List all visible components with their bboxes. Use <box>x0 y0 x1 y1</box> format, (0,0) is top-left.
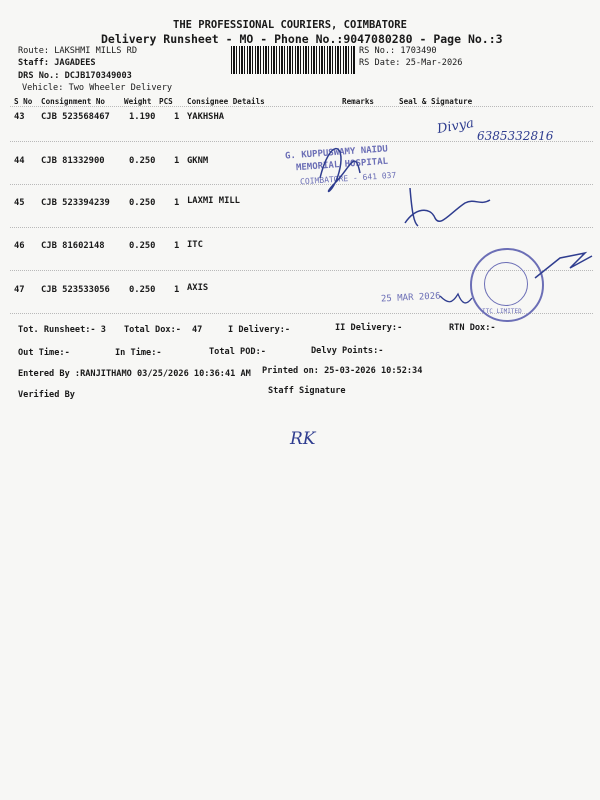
col-seal-signature: Seal & Signature <box>399 97 473 106</box>
row-pcs: 1 <box>174 241 180 251</box>
col-remarks: Remarks <box>342 97 375 106</box>
row-consignee: AXIS <box>187 283 209 293</box>
rtn-dox: RTN Dox:- <box>449 323 496 333</box>
delvy-points: Delvy Points:- <box>311 346 384 356</box>
row-weight: 0.250 <box>129 198 156 208</box>
row-sno: 45 <box>14 198 25 208</box>
row-pcs: 1 <box>174 156 180 166</box>
header-divider <box>10 106 593 107</box>
col-consignment: Consignment No <box>41 97 106 106</box>
col-sno: S No <box>14 97 33 106</box>
date-stamp: 25 MAR 2026 <box>380 291 441 305</box>
ii-delivery: II Delivery:- <box>335 323 403 333</box>
row-consignment: CJB 523533056 <box>41 285 110 295</box>
row-consignment: CJB 523568467 <box>41 112 110 122</box>
row-consignee: GKNM <box>187 156 209 166</box>
itc-stamp-text: ITC LIMITED <box>482 308 522 315</box>
row-sno: 43 <box>14 112 25 122</box>
staff: Staff: JAGADEES <box>18 58 96 68</box>
row-pcs: 1 <box>174 198 180 208</box>
col-consignee: Consignee Details <box>187 97 265 106</box>
hospital-stamp-name: G. KUPPUSWAMY NAIDU <box>284 144 389 162</box>
out-time: Out Time:- <box>18 348 70 358</box>
entered-by: Entered By :RANJITHAMO 03/25/2026 10:36:41 AM <box>18 369 251 379</box>
tot-runsheet: Tot. Runsheet:- 3 <box>18 325 106 335</box>
row-consignee: LAXMI MILL <box>187 196 240 206</box>
in-time: In Time:- <box>115 348 162 358</box>
row-weight: 0.250 <box>129 156 156 166</box>
drs-number: DRS No.: DCJB170349003 <box>18 71 132 81</box>
total-pod: Total POD:- <box>209 347 266 357</box>
company-title: THE PROFESSIONAL COURIERS, COIMBATORE <box>173 19 407 31</box>
row-consignment: CJB 81602148 <box>41 241 105 251</box>
i-delivery: I Delivery:- <box>228 325 291 335</box>
row-pcs: 1 <box>174 285 180 295</box>
barcode <box>231 46 356 74</box>
vehicle: Vehicle: Two Wheeler Delivery <box>22 83 173 93</box>
total-dox-label: Total Dox:- <box>124 325 181 335</box>
route: Route: LAKSHMI MILLS RD <box>18 46 137 56</box>
handwritten-initials: RK <box>290 429 316 449</box>
row-consignment: CJB 523394239 <box>41 198 110 208</box>
handwritten-phone: 6385332816 <box>477 129 554 143</box>
row-consignee: YAKHSHA <box>187 112 225 122</box>
row-consignment: CJB 81332900 <box>41 156 105 166</box>
runsheet-subtitle: Delivery Runsheet - MO - Phone No.:9047080280 - Page No.:3 <box>101 32 503 46</box>
row-weight: 1.190 <box>129 112 156 122</box>
row-sno: 44 <box>14 156 25 166</box>
col-weight: Weight <box>124 97 152 106</box>
row-weight: 0.250 <box>129 285 156 295</box>
col-pcs: PCS <box>159 97 173 106</box>
rs-date: RS Date: 25-Mar-2026 <box>359 58 463 68</box>
total-dox-value: 47 <box>192 325 203 335</box>
verified-by: Verified By <box>18 390 75 400</box>
printed-on: Printed on: 25-03-2026 10:52:34 <box>262 366 423 376</box>
hospital-stamp-pin: COIMBATORE - 641 037 <box>299 170 397 187</box>
row-sno: 47 <box>14 285 25 295</box>
row-weight: 0.250 <box>129 241 156 251</box>
signature-scribbles <box>300 128 600 318</box>
rs-number: RS No.: 1703490 <box>359 46 437 56</box>
handwritten-name: Divya <box>435 115 476 138</box>
row-sno: 46 <box>14 241 25 251</box>
staff-signature-label: Staff Signature <box>268 386 346 396</box>
row-pcs: 1 <box>174 112 180 122</box>
hospital-stamp-line: MEMORIAL HOSPITAL <box>295 156 389 174</box>
row-consignee: ITC <box>187 240 203 250</box>
